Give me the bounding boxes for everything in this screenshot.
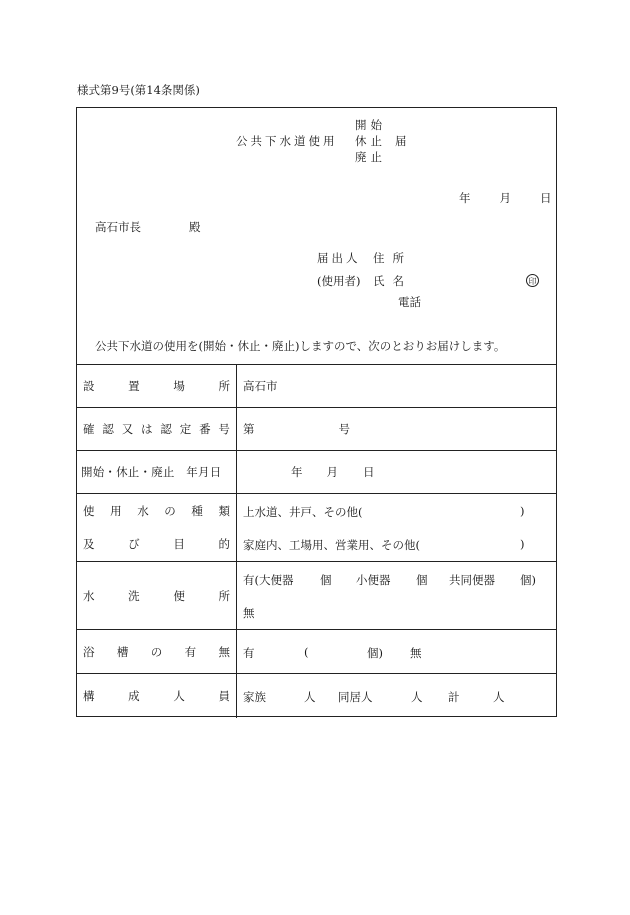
label-char: 員 bbox=[218, 689, 230, 703]
toilet-yes: 有(大便器 bbox=[243, 572, 294, 587]
confirm-suffix: 号 bbox=[338, 422, 350, 436]
title-main: 公共下水道使用 bbox=[236, 134, 338, 148]
label-char: 浴 bbox=[83, 644, 95, 659]
label-char: の bbox=[150, 644, 163, 659]
title-option-suspend: 休止 bbox=[355, 134, 386, 148]
members-total: 計 bbox=[448, 690, 460, 704]
label-justify bbox=[83, 364, 230, 407]
user-label: (使用者) bbox=[317, 274, 361, 288]
statement-text: 公共下水道の使用を(開始・休止・廃止)しますので、次のとおりお届けします。 bbox=[95, 339, 506, 353]
water-value bbox=[243, 494, 556, 561]
row-bath bbox=[77, 630, 556, 674]
date-day: 日 bbox=[540, 191, 552, 205]
water-line-2 bbox=[243, 537, 556, 551]
address-label: 住所 bbox=[373, 251, 412, 265]
label-char: 所 bbox=[218, 378, 230, 393]
row-water-label bbox=[77, 494, 237, 561]
title-suffix: 届 bbox=[395, 134, 407, 148]
row-toilet-label bbox=[77, 562, 237, 629]
label-justify bbox=[83, 674, 230, 718]
water-line-1 bbox=[243, 504, 556, 518]
location-value: 高石市 bbox=[243, 378, 278, 393]
toilet-line-2 bbox=[243, 605, 556, 619]
row-location bbox=[77, 364, 556, 408]
members-family: 家族 bbox=[243, 690, 266, 704]
members-unit-1: 人 bbox=[304, 690, 316, 704]
row-confirm-label bbox=[77, 408, 237, 450]
dates-year: 年 bbox=[291, 465, 303, 479]
label-char: の bbox=[164, 503, 176, 518]
label-justify bbox=[83, 562, 230, 629]
title-option-abolish: 廃止 bbox=[355, 150, 386, 164]
form-frame bbox=[76, 107, 557, 717]
title-option-start: 開始 bbox=[355, 118, 386, 132]
row-members-label bbox=[77, 674, 237, 718]
addressee: 高石市長 bbox=[95, 220, 141, 234]
label-char: 使 bbox=[83, 503, 95, 518]
label-char: 認 bbox=[160, 422, 172, 436]
label-char: 目 bbox=[173, 537, 185, 552]
dates-label: 開始・休止・廃止 年月日 bbox=[81, 465, 222, 479]
confirm-prefix: 第 bbox=[243, 422, 255, 436]
label-char: 設 bbox=[83, 378, 95, 393]
members-value bbox=[243, 674, 556, 718]
label-justify bbox=[83, 503, 230, 519]
label-char: 確 bbox=[83, 422, 95, 436]
label-char: 又 bbox=[121, 422, 134, 436]
members-cohabit: 同居人 bbox=[338, 690, 373, 704]
row-bath-label bbox=[77, 630, 237, 673]
label-char: 的 bbox=[218, 537, 230, 552]
date-year: 年 bbox=[459, 191, 471, 205]
members-unit-2: 人 bbox=[411, 690, 423, 704]
bath-line bbox=[243, 645, 556, 659]
row-water bbox=[77, 494, 556, 562]
toilet-unit-3: 個) bbox=[520, 572, 536, 587]
form-number-label: 様式第9号(第14条関係) bbox=[77, 83, 200, 97]
water-purpose-close: ) bbox=[520, 537, 525, 552]
phone-label: 電話 bbox=[398, 295, 421, 309]
members-unit-3: 人 bbox=[493, 690, 505, 704]
label-char: 類 bbox=[218, 503, 230, 518]
row-members bbox=[77, 674, 556, 718]
row-confirm bbox=[77, 408, 556, 451]
label-justify bbox=[83, 536, 230, 552]
label-char: 有 bbox=[184, 644, 197, 659]
label-char: 人 bbox=[173, 689, 185, 703]
toilet-line-1 bbox=[243, 572, 556, 586]
seal-mark: 印 bbox=[526, 274, 539, 287]
bath-yes: 有 bbox=[243, 646, 255, 660]
row-location-label bbox=[77, 364, 237, 407]
toilet-unit-1: 個 bbox=[320, 572, 332, 587]
toilet-shared: 共同便器 bbox=[449, 572, 495, 587]
water-source: 上水道、井戸、その他( bbox=[243, 504, 363, 519]
toilet-no: 無 bbox=[243, 606, 255, 621]
label-char: 用 bbox=[110, 503, 122, 518]
members-line bbox=[243, 689, 556, 703]
label-justify bbox=[83, 408, 230, 450]
toilet-value bbox=[243, 562, 556, 629]
date-month: 月 bbox=[499, 191, 511, 205]
water-purpose: 家庭内、工場用、営業用、その他( bbox=[243, 538, 420, 553]
label-char: 構 bbox=[83, 689, 95, 703]
label-char: は bbox=[141, 422, 153, 436]
label-char: 号 bbox=[218, 422, 230, 436]
label-char: 成 bbox=[128, 689, 140, 703]
submission-date bbox=[459, 193, 552, 205]
toilet-unit-2: 個 bbox=[416, 572, 428, 587]
label-char: 番 bbox=[199, 422, 211, 436]
form-header bbox=[77, 108, 556, 365]
toilet-small: 小便器 bbox=[356, 572, 391, 587]
label-char: び bbox=[128, 537, 140, 552]
reporter-label: 届出人 bbox=[317, 251, 361, 265]
label-char: 便 bbox=[173, 588, 185, 603]
label-char: 場 bbox=[173, 378, 185, 393]
label-justify bbox=[83, 630, 230, 673]
bath-value bbox=[243, 630, 556, 673]
water-label-stack bbox=[83, 494, 230, 561]
dates-month: 月 bbox=[326, 465, 338, 479]
bath-unit: 個) bbox=[367, 646, 383, 660]
label-char: 定 bbox=[179, 422, 192, 436]
label-char: 認 bbox=[102, 422, 114, 436]
label-char: 無 bbox=[218, 644, 230, 659]
water-source-close: ) bbox=[520, 503, 525, 518]
label-char: 所 bbox=[218, 588, 230, 603]
name-label: 氏名 bbox=[373, 274, 412, 288]
row-dates-label bbox=[77, 451, 237, 493]
confirm-value bbox=[243, 408, 556, 450]
dates-day: 日 bbox=[363, 465, 375, 479]
dates-value bbox=[243, 451, 556, 493]
label-char: 洗 bbox=[128, 588, 140, 603]
row-dates bbox=[77, 451, 556, 494]
honorific: 殿 bbox=[189, 220, 201, 234]
label-char: 種 bbox=[191, 503, 203, 518]
label-char: 水 bbox=[137, 503, 149, 518]
label-char: 槽 bbox=[116, 644, 129, 659]
bath-open: ( bbox=[304, 645, 309, 659]
row-toilet bbox=[77, 562, 556, 630]
label-char: 及 bbox=[83, 537, 95, 552]
label-char: 置 bbox=[128, 378, 140, 393]
label-char: 水 bbox=[83, 588, 95, 603]
bath-no: 無 bbox=[410, 646, 422, 660]
